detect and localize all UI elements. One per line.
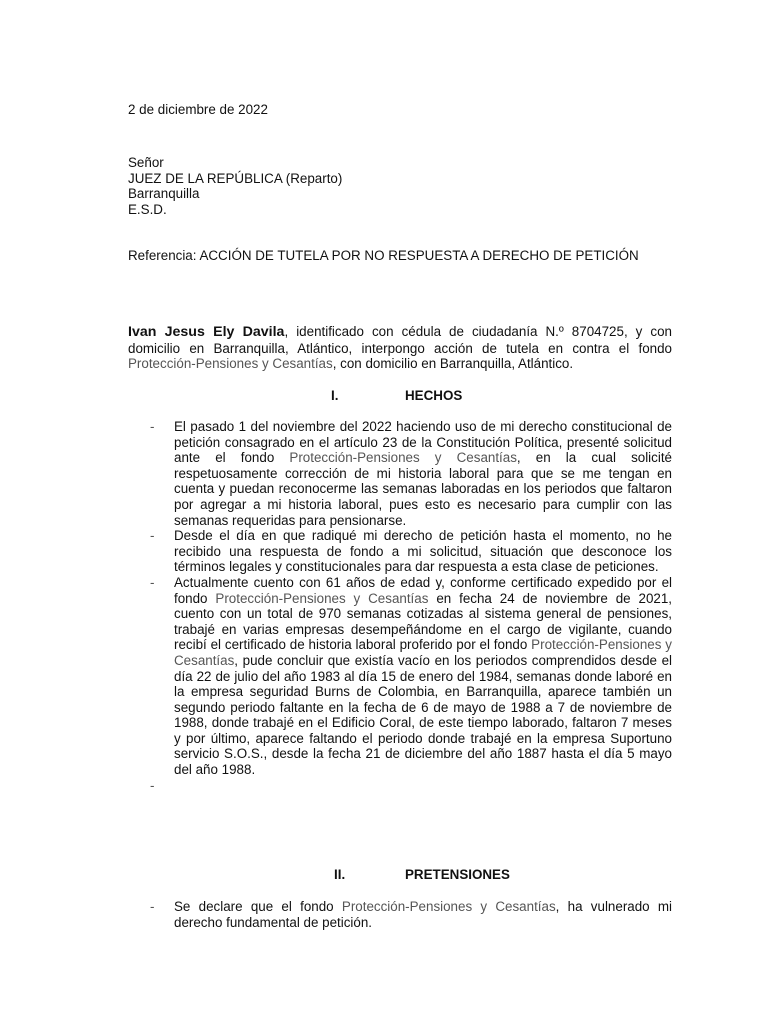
bullet-dash: - <box>150 899 155 914</box>
bullet-dash: - <box>150 528 155 544</box>
list-item-empty <box>128 778 672 794</box>
section-number: I. <box>331 388 339 403</box>
addressee-city: Barranquilla <box>128 186 200 202</box>
item-text: en fecha 24 de noviembre de 2021, cuento con un total de 970 semanas cotizadas al sistema general de pensiones, trabajé en varias empresas desempeñándome en el cargo de vigilante, cuando recibí el certificado de historia laboral proferido por el fondo <box>174 590 673 653</box>
fund-name: Protección-Pensiones y Cesantías <box>289 450 517 466</box>
addressee-judge: JUEZ DE LA REPÚBLICA (Reparto) <box>128 170 343 186</box>
addressee-esd: E.S.D. <box>128 201 167 217</box>
item-text: , pude concluir que existía vacío en los periodos comprendidos desde el día 22 de julio del año 1983 al día 15 de enero del 1984, semanas donde laboré en la empresa seguridad Burns de Colombia, en Barranquilla, aparece también un segundo periodo faltante en la fecha de 6 de mayo de 1988 a 7 de noviembre de 1988, donde trabajé en el Edificio Coral, de este tiempo laborado, faltaron 7 meses y por último, aparece faltando el periodo donde trabajé en la empresa Suportuno servicio S.O.S., desde la fecha 21 de diciembre del año 1887 hasta el día 5 mayo del año 1988. <box>174 652 672 778</box>
list-item <box>128 528 672 575</box>
intro-text-1: , identificado con cédula de ciudadanía N.º 8704725, y con domicilio en Barranquilla, Atlántico, interpongo acción de tutela en contra el fondo <box>128 324 672 356</box>
fund-name: Protección-Pensiones y Cesantías <box>215 590 429 606</box>
list-item <box>128 575 672 778</box>
list-item <box>128 899 672 930</box>
reference-line: Referencia: ACCIÓN DE TUTELA POR NO RESPUESTA A DERECHO DE PETICIÓN <box>128 248 639 263</box>
item-text: El pasado 1 del noviembre del 2022 haciendo uso de mi derecho constitucional de petición consagrado en el artículo 23 de la Constitución Política, presenté solicitud ante el fondo <box>174 419 672 466</box>
addressee-salutation: Señor <box>128 155 164 170</box>
bullet-dash: - <box>150 574 155 590</box>
section-title: HECHOS <box>405 388 463 403</box>
letter-date: 2 de diciembre de 2022 <box>128 102 268 117</box>
item-text: , en la cual solicité respetuosamente corrección de mi historia laboral para que se me tengan en cuenta y puedan reconocerme las semanas laboradas en los periodos que faltaron por agregar a mi historia laboral, pues esto es necesario para cumplir con las semanas requeridas para pensionarse. <box>174 450 672 528</box>
item-text: Desde el día en que radiqué mi derecho de petición hasta el momento, no he recibido una respuesta de fondo a mi solicitud, situación que desconoce los términos legales y constitucionales para dar respuesta a esta clase de peticiones. <box>174 528 672 575</box>
intro-text-2: , con domicilio en Barranquilla, Atlántico. <box>332 356 574 372</box>
fund-name: Protección-Pensiones y Cesantías <box>128 356 333 372</box>
section-number: II. <box>334 867 346 882</box>
hechos-list <box>128 419 672 793</box>
section-title: PRETENSIONES <box>405 867 510 882</box>
pretensiones-list <box>128 899 672 930</box>
bullet-dash: - <box>150 777 155 793</box>
petitioner-name: Ivan Jesus Ely Davila <box>128 324 285 340</box>
item-text: , ha vulnerado mi derecho fundamental de petición. <box>174 899 673 930</box>
item-text: Se declare que el fondo <box>174 899 342 914</box>
bullet-dash: - <box>150 419 155 434</box>
fund-name: Protección-Pensiones y Cesantías <box>174 637 672 668</box>
list-item <box>128 419 672 528</box>
fund-name: Protección-Pensiones y Cesantías <box>341 899 556 914</box>
intro-paragraph <box>128 324 672 372</box>
item-text: Actualmente cuento con 61 años de edad y, conforme certificado expedido por el fondo <box>174 574 672 606</box>
addressee-block <box>128 155 342 217</box>
